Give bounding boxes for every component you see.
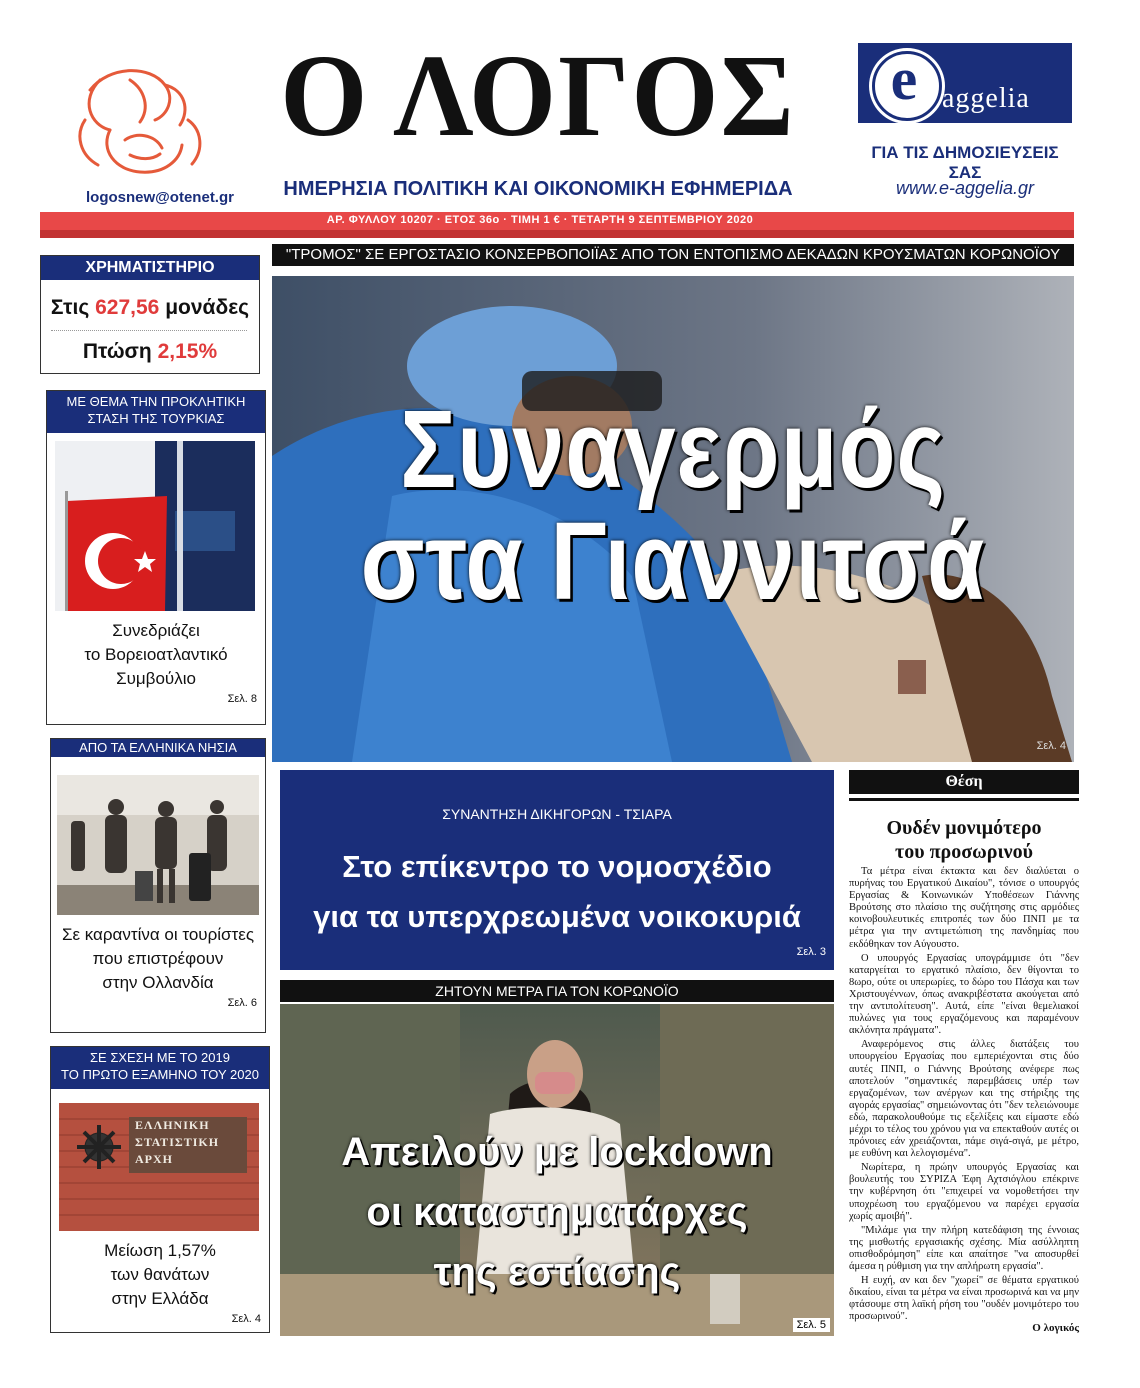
islands-story-box[interactable]: [50, 738, 266, 1033]
elstat-building-photo: [59, 1103, 259, 1231]
turkey-story-kicker: ΜΕ ΘΕΜΑ ΤΗΝ ΠΡΟΚΛΗΤΙΚΗ ΣΤΑΣΗ ΤΗΣ ΤΟΥΡΚΙΑΣ: [47, 391, 265, 433]
opinion-paragraph: Νωρίτερα, η πρώην υπουργός Εργασίας και βουλευτής του ΣΥΡΙΖΑ Έφη Αχτσιόγλου επέκρινε την κυβέρνηση ότι "επιχειρεί να νομοθετήσει την υποχρέωση του εργαζόμενου να παρέχει εργασία χωρίς αμοιβή".: [849, 1162, 1079, 1222]
turkey-nato-flags-photo: [55, 441, 255, 611]
opinion-paragraph: Ο υπουργός Εργασίας υπογράμμισε ότι "δεν καταργείται το εργατικό πλαίσιο, δεν θίγονται το 8ωρο, ούτε οι υπερωρίες, το δώρο του Πάσχα και των Χριστουγέννων, όπως ανακριβέστατα ακούγεται από την αντιπολίτευση". Αυτά, είπε "είναι θεμελιακοί πυλώνες για τους εργαζόμενους και παραμένουν ακλόνητα πράγματα".: [849, 952, 1079, 1037]
opinion-header: Θέση: [849, 770, 1079, 794]
stock-index-value: 627,56: [95, 296, 160, 319]
issue-info: ΑΡ. ΦΥΛΛΟΥ 10207 · ΕΤΟΣ 36ο · ΤΙΜΗ 1 € · ΤΕΤΑΡΤΗ 9 ΣΕΠΤΕΜΒΡΙΟΥ 2020: [326, 214, 754, 226]
eaggelia-logo-text: aggelia: [942, 83, 1030, 114]
contact-email[interactable]: logosnew@otenet.gr: [86, 189, 234, 206]
stock-market-box: [40, 255, 260, 374]
lockdown-kicker: ΖΗΤΟΥΝ ΜΕΤΡΑ ΓΙΑ ΤΟΝ ΚΟΡΩΝΟΪΟ: [280, 980, 834, 1002]
islands-story-kicker: ΑΠΟ ΤΑ ΕΛΛΗΝΙΚΑ ΝΗΣΙΑ: [51, 739, 265, 757]
lockdown-page-ref: Σελ. 5: [793, 1318, 830, 1332]
stats-page-ref: Σελ. 4: [231, 1313, 261, 1325]
opinion-paragraph: Τα μέτρα είναι έκτακτα και δεν διαλύεται ο πυρήνας του Εργατικού Δικαίου", τόνισε ο υπουργός Εργασίας & Κοινωνικών Υποθέσεων Γιάννης Βρούτσης στο πλαίσιο της συζήτησης στις αρμόδιες κοινοβουλευτικές επιτροπές των δύο ΠΝΠ με τα μέτρα για την αντιμετώπιση της πανδημίας που εκδόθηκαν τον Αύγουστο.: [849, 866, 1079, 950]
stock-market-header: ΧΡΗΜΑΤΙΣΤΗΡΙΟ: [41, 256, 259, 280]
opinion-paragraph: Αναφερόμενος στις άλλες διατάξεις του υπουργείου Εργασίας που εμπεριέχονται στις δύο αυτές ΠΝΠ, ο Γιάννης Βρούτσης ανέφερε πως αποτελούν "σημαντικές παρεμβάσεις υπέρ των εργαζομένων, των ανέργων και της στήριξης της αγοράς εργασίας" σημειώνοντας ότι "δεν τελειώνουμε εδώ, παρακολουθούμε τις εξελίξεις και είμαστε εδώ μέχρι το τέλος του χρόνου για να επεκταθούν αυτές οι πρόνοιες εάν χρειάζονται, πάμε σιγά-σιγά, με μέτρο, με ευθύνη και λελογισμένα".: [849, 1039, 1079, 1160]
debt-bill-page-ref: Σελ. 3: [796, 946, 826, 958]
turkey-story-box[interactable]: [46, 390, 266, 725]
stock-change-value: 2,15%: [157, 340, 218, 363]
hero-story[interactable]: [272, 276, 1074, 762]
hero-kicker: "ΤΡΟΜΟΣ" ΣΕ ΕΡΓΟΣΤΑΣΙΟ ΚΟΝΣΕΡΒΟΠΟΙΪΑΣ ΑΠΟ ΤΟΝ ΕΝΤΟΠΙΣΜΟ ΔΕΚΑΔΩΝ ΚΡΟΥΣΜΑΤΩΝ ΚΟΡΩΝΟΪΟΥ: [272, 244, 1074, 266]
masthead-logo-illustration: [70, 60, 210, 182]
opinion-body: [849, 866, 1079, 1325]
debt-bill-headline: Στο επίκεντρο το νομοσχέδιο για τα υπερχρεωμένα νοικοκυριά: [313, 849, 801, 934]
opinion-signature: Ο λογικός: [1032, 1322, 1079, 1334]
stats-story-caption: Μείωση 1,57% των θανάτων στην Ελλάδα Σελ. 4: [51, 1239, 269, 1327]
eaggelia-tagline: ΓΙΑ ΤΙΣ ΔΗΜΟΣΙΕΥΣΕΙΣ ΣΑΣ: [871, 143, 1059, 182]
opinion-paragraph: Η ευχή, αν και δεν "χωρεί" σε θέματα εργατικού δικαίου, είναι τα μέτρα να είναι προσωρινά και να μην φτάσουμε στη λαϊκή ρήση του "ουδέν μονιμότερο του προσωρινού".: [849, 1275, 1079, 1323]
hero-headline: Συναγερμός στα Γιαννιτσά: [360, 388, 986, 623]
eaggelia-ad[interactable]: [858, 43, 1072, 123]
opinion-headline: Ουδέν μονιμότερο του προσωρινού: [886, 817, 1042, 863]
lockdown-story[interactable]: [280, 1004, 834, 1336]
eaggelia-url[interactable]: www.e-aggelia.gr: [895, 178, 1035, 198]
stock-change-line: [41, 340, 259, 364]
debt-bill-story[interactable]: [280, 770, 834, 970]
flags-illustration: [55, 441, 255, 611]
eaggelia-logo-letter: e: [890, 46, 918, 112]
stock-index-line: [41, 296, 259, 320]
stock-index-pre: Στις: [50, 296, 96, 319]
turkey-page-ref: Σελ. 8: [227, 693, 257, 705]
islands-story-caption: Σε καραντίνα οι τουρίστες που επιστρέφουν στην Ολλανδία Σελ. 6: [51, 923, 265, 1011]
stats-story-kicker: ΣΕ ΣΧΕΣΗ ΜΕ ΤΟ 2019 ΤΟ ΠΡΩΤΟ ΕΞΑΜΗΝΟ ΤΟΥ 2020: [51, 1047, 269, 1089]
debt-bill-kicker: ΣΥΝΑΝΤΗΣΗ ΔΙΚΗΓΟΡΩΝ - ΤΣΙΑΡΑ: [442, 806, 672, 822]
masthead-subtitle: ΗΜΕΡΗΣΙΑ ΠΟΛΙΤΙΚΗ ΚΑΙ ΟΙΚΟΝΟΜΙΚΗ ΕΦΗΜΕΡΙΔΑ: [283, 178, 793, 200]
stock-change-pre: Πτώση: [82, 340, 158, 363]
turkey-story-caption: Συνεδριάζει το Βορειοατλαντικό Συμβούλιο Σελ. 8: [47, 619, 265, 707]
lockdown-headline: Απειλούν με lockdown οι καταστηματάρχες της εστίασης: [341, 1130, 773, 1294]
opinion-rule: [849, 798, 1079, 801]
tourists-airport-photo: [57, 775, 259, 915]
opinion-paragraph: "Μιλάμε για την πλήρη κατεδάφιση της έννοιας της μισθωτής εργασιακής σχέσης. Μία ασύλληπτη οπισθοδρόμηση" είπε και απαίτησε "να αποσυρθεί άμεσα η ρύθμιση για την απλήρωτη εργασία".: [849, 1224, 1079, 1272]
masthead-title: Ο ΛΟΓΟΣ: [280, 30, 796, 162]
islands-page-ref: Σελ. 6: [227, 997, 257, 1009]
elstat-sign-text: ΕΛΛΗΝΙΚΗ ΣΤΑΤΙΣΤΙΚΗ ΑΡΧΗ: [135, 1118, 220, 1166]
stock-index-post: μονάδες: [159, 296, 250, 319]
hero-page-ref: Σελ. 4: [1036, 740, 1066, 752]
stats-story-box[interactable]: [50, 1046, 270, 1333]
stock-divider: [51, 330, 247, 331]
